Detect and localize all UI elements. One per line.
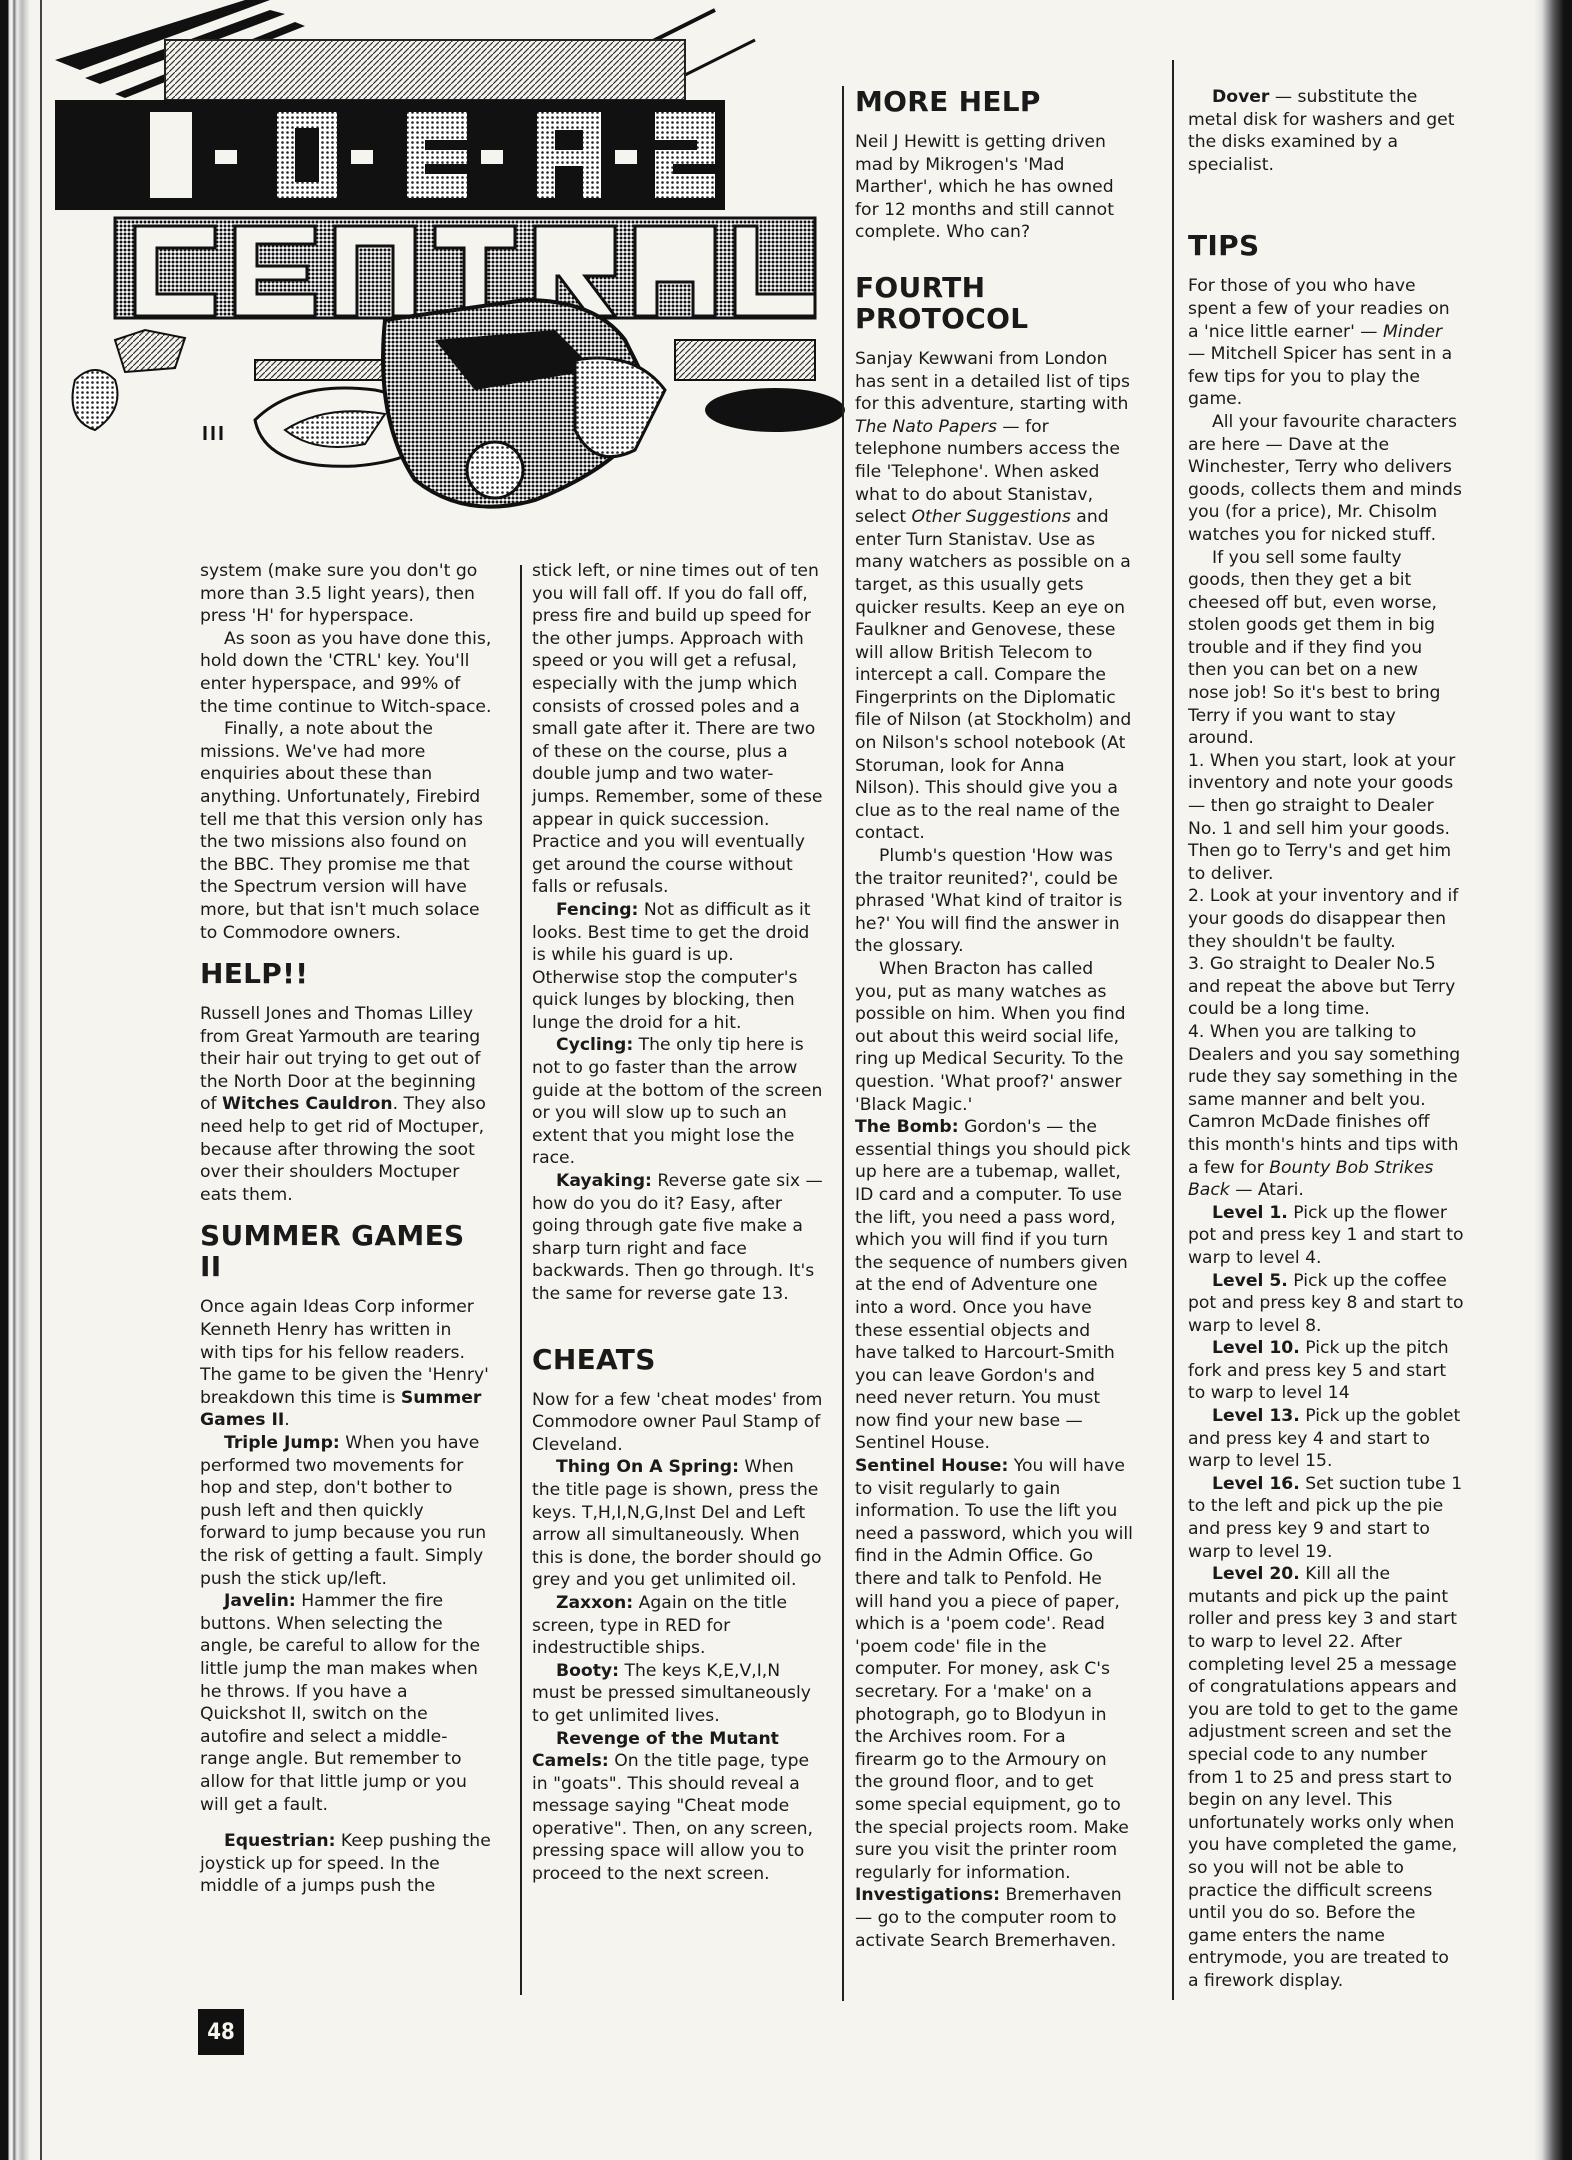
text-run: Pick up the coffee pot and press key 8 and start to warp to level 8. — [1188, 1270, 1464, 1336]
paragraph: If you sell some faulty goods, then they get a bit cheesed off but, even worse, stolen goods get them in big trouble and if they find you then you can bet on a new nose job! So it's best to bring Terry if you want to stay around. — [1188, 547, 1441, 749]
paragraph — [855, 1884, 1133, 1952]
spacer — [200, 1816, 492, 1830]
text-run: Sanjay Kewwani from London has sent in a detailed list of tips for this adventure, starting with — [855, 348, 1130, 415]
paragraph — [532, 1456, 824, 1592]
paragraph — [200, 1296, 492, 1432]
paragraph — [532, 899, 824, 1035]
list-item: 2. Look at your inventory and if your goods do disappear then they shouldn't be faulty. — [1188, 886, 1459, 952]
text-run: . They also need help to get rid of Moctuper, because after throwing the soot over their shoulders Moctuper eats them. — [200, 1094, 486, 1205]
text-run: When the title page is shown, press the keys. T,H,I,N,G,Inst Del and Left arrow all simultaneously. When this is done, the border should go grey and you get unlimited oil. — [532, 1457, 822, 1591]
tip-label: Fencing: — [556, 899, 639, 920]
text-run: Again on the title screen, type in RED for indestructible ships. — [532, 1592, 788, 1659]
title-ideas — [55, 100, 725, 210]
text-run: You will have to visit regularly to gain information. To use the lift you need a password, which you will find in the Admin Office. Go there and talk to Penfold. He will hand you a piece of paper, which is a 'poem code'. Read 'poem code' file in the computer. For money, ask C's secretary. For a 'make' on a photograph, go to Blodyun in the Archives room. For a firearm go to the Armoury on the ground floor, and to get some special equipment, go to the special projects room. Make sure you visit the printer room regularly for information. — [855, 1456, 1133, 1883]
paragraph — [200, 1432, 492, 1590]
text-run: Bremerhaven — go to the computer room to activate Search Bremerhaven. — [855, 1885, 1122, 1951]
heading-cheats: CHEATS — [532, 1342, 656, 1376]
text-run: Hammer the fire buttons. When selecting the angle, be careful to allow for the little jump the man makes when he throws. If you have a Quickshot II, switch on the autofire and select a middle-range angle. But remember to allow for that little jump or you will get a fault. — [200, 1591, 481, 1815]
paragraph — [200, 1590, 492, 1816]
text-run: When you have performed two movements for hop and step, don't bother to push left and then quickly forward to jump because you run the risk of getting a fault. Simply push the stick up/left. — [200, 1433, 487, 1589]
page-number: 48 — [198, 2009, 244, 2055]
italic-title: The Nato Papers — [855, 416, 997, 437]
text-run: — for telephone numbers access the file 'Telephone'. When asked what to do about Stanistav, select — [855, 416, 1120, 528]
text-run: and enter Turn Stanistav. Use as many watchers as possible on a target, as this usually gets quicker results. Keep an eye on Faulkner and Genovese, these will allow British Telecom to intercept a call. Compare the Fingerprints on the Diplomatic file of Nilson (at Stockholm) and on Nilson's school notebook (At Storuman, look for Anna Nilson). This should give you a clue as to the real name of the contact. — [855, 507, 1132, 844]
text-run: Gordon's — the essential things you should pick up here are a tubemap, wallet, ID card and a computer. To use the lift, you need a pass word, which you will find if you turn the sequence of numbers given at the end of Adventure one into a word. Once you have these essential objects and have talked to Harcourt-Smith you can leave Gordon's and need never return. You must now find your new base — Sentinel House. — [855, 1117, 1131, 1454]
paragraph: Now for a few 'cheat modes' from Commodore owner Paul Stamp of Cleveland. — [532, 1389, 823, 1455]
paragraph — [200, 1830, 492, 1898]
column-rule — [520, 565, 522, 1995]
paragraph: Plumb's question 'How was the traitor reunited?', could be phrased 'What kind of traitor is he?' You will find the answer in the glossary. — [855, 846, 1123, 957]
column-4 — [1188, 86, 1464, 1993]
paragraph — [532, 1728, 824, 1886]
column-2 — [532, 560, 824, 1886]
paragraph — [1188, 1563, 1464, 1992]
text-run: Set suction tube 1 to the left and pick up the pie and press key 9 and start to warp to level 19. — [1188, 1473, 1463, 1562]
text-run: Pick up the goblet and press key 4 and start to warp to level 15. — [1188, 1406, 1461, 1472]
paragraph — [532, 1034, 824, 1170]
paragraph: As soon as you have done this, hold down the 'CTRL' key. You'll enter hyperspace, and 99% of the time continue to Witch-space. — [200, 628, 492, 717]
paragraph — [532, 1170, 824, 1306]
paragraph — [1188, 1337, 1464, 1405]
text-run: Not as difficult as it looks. Best time to get the droid is while his guard is up. Otherwise stop the computer's quick lunges by blocking, then lunge the droid for a hit. — [532, 899, 811, 1033]
tip-label: Thing On A Spring: — [556, 1457, 739, 1478]
page-binding — [0, 0, 52, 2160]
tip-label: Sentinel House: — [855, 1456, 1009, 1477]
paragraph: When Bracton has called you, put as many watches as possible on him. When you find out about this weird social life, ring up Medical Security. To the question. 'What proof?' answer 'Black Magic.' — [855, 959, 1126, 1115]
tip-label: Level 13. — [1212, 1406, 1300, 1427]
heading-more-help: MORE HELP — [855, 85, 1041, 118]
text-run: . — [284, 1410, 290, 1431]
heading-summer-games: SUMMER GAMES II — [200, 1219, 465, 1284]
tip-label: Javelin: — [224, 1591, 296, 1612]
paragraph: Neil J Hewitt is getting driven mad by Mikrogen's 'Mad Marther', which he has owned for 12 months and still cannot complete. Who can? — [855, 132, 1114, 243]
tip-label: Level 10. — [1212, 1338, 1300, 1359]
tip-label: Investigations: — [855, 1885, 1000, 1906]
heading-help: HELP!! — [200, 957, 309, 991]
paragraph: Finally, a note about the missions. We've had more enquiries about these than anything. Unfortunately, Firebird tell me that this version only has the two missions also found on the BBC. They promise me that the Spectrum version will have more, but that isn't much solace to Commodore owners. — [200, 719, 483, 943]
tip-label: Zaxxon: — [556, 1592, 634, 1613]
italic-title: Minder — [1382, 321, 1443, 342]
text-run: Pick up the flower pot and press key 1 and start to warp to level 4. — [1188, 1202, 1464, 1268]
text-run: — Mitchell Spicer has sent in a few tips for you to play the game. — [1188, 344, 1453, 410]
column-rule — [1172, 60, 1174, 2000]
text-run: — substitute the metal disk for washers and get the disks examined by a specialist. — [1188, 87, 1455, 175]
binding-edge — [40, 0, 42, 2160]
game-title: Summer Games II — [200, 1387, 482, 1431]
paragraph — [1188, 1202, 1464, 1270]
text-run: Pick up the pitch fork and press key 5 and start to warp to level 14 — [1188, 1338, 1449, 1404]
text-run: The only tip here is not to go faster than the arrow guide at the bottom of the screen or you will slow up to such an extent that you might lose the race. — [532, 1035, 823, 1169]
tip-label: Cycling: — [556, 1035, 634, 1056]
italic-title: Bounty Bob Strikes Back — [1188, 1157, 1434, 1201]
paragraph: stick left, or nine times out of ten you will fall off. If you do fall off, press fire and build up speed for the other jumps. Approach with speed or you will get a refusal, especially with the jump which consists of crossed poles and a small gate after it. There are two of these on the course, plus a double jump and two water-jumps. Remember, some of these appear in quick succession. Practice and you will eventually get around the course without falls or refusals. — [532, 561, 823, 898]
game-title: Witches Cauldron — [222, 1094, 393, 1115]
tip-label: Level 20. — [1212, 1564, 1300, 1585]
italic-title: Other Suggestions — [911, 507, 1071, 528]
paragraph — [855, 1116, 1133, 1455]
tip-label: Equestrian: — [224, 1831, 336, 1852]
paragraph — [200, 1003, 492, 1206]
paragraph — [1188, 1405, 1464, 1473]
tip-label: Level 16. — [1212, 1473, 1300, 1494]
list-item: 1. When you start, look at your inventory and note your goods — then go straight to Dealer No. 1 and sell him your goods. Then go to Terry's and get him to deliver. — [1188, 750, 1456, 884]
list-item: 4. When you are talking to Dealers and you say something rude they say something in the same manner and belt you. — [1188, 1021, 1461, 1110]
paragraph — [1188, 1111, 1464, 1201]
paragraph — [855, 1455, 1133, 1884]
column-rule — [842, 86, 844, 2001]
tip-label: Kayaking: — [556, 1171, 652, 1192]
tip-label: Revenge of the Mutant Camels: — [532, 1728, 779, 1772]
paragraph — [532, 1660, 824, 1728]
text-run: Russell Jones and Thomas Lilley from Great Yarmouth are tearing their hair out trying to get out of the North Door at the beginning of — [200, 1004, 481, 1115]
list-item: 3. Go straight to Dealer No.5 and repeat the above but Terry could be a long time. — [1188, 954, 1456, 1020]
paragraph — [1188, 86, 1464, 176]
paragraph — [532, 1592, 824, 1660]
title-central — [115, 218, 815, 318]
paragraph — [855, 348, 1133, 845]
paragraph: system (make sure you don't go more than 3.5 light years), then press 'H' for hyperspace. — [200, 561, 478, 627]
heading-tips: TIPS — [1188, 229, 1260, 263]
tip-label: The Bomb: — [855, 1117, 959, 1138]
text-run: Once again Ideas Corp informer Kenneth Henry has written in with tips for his fellow readers. The game to be given the 'Henry' breakdown this time is — [200, 1297, 489, 1408]
paragraph — [1188, 275, 1464, 411]
tip-label: Triple Jump: — [224, 1433, 340, 1453]
tip-label: Booty: — [556, 1660, 620, 1681]
paragraph — [1188, 1473, 1464, 1563]
column-3 — [855, 86, 1133, 1952]
page-edge — [1534, 0, 1572, 2160]
heading-fourth-protocol: FOURTH PROTOCOL — [855, 270, 1029, 335]
tip-label: Level 5. — [1212, 1270, 1288, 1291]
text-run: Reverse gate six — how do you do it? Easy, after going through gate five make a sharp turn right and face backwards. Then go through. It's the same for reverse gate 13. — [532, 1171, 823, 1304]
masthead-illustration — [55, 0, 845, 560]
text-run: Keep pushing the joystick up for speed. In the middle of a jumps push the — [200, 1831, 491, 1897]
text-run: For those of you who have spent a few of your readies on a 'nice little earner' — — [1188, 276, 1450, 342]
text-run: Camron McDade finishes off this month's hints and tips with a few for — [1188, 1112, 1459, 1178]
text-run: Kill all the mutants and pick up the paint roller and press key 3 and start to warp to level 22. After completing level 25 a message of congratulations appears and you are told to get to the game adjustment screen and set the special code to any number from 1 to 25 and press start to begin on any level. This unfortunately works only when you have completed the game, so you will not be able to practice the difficult screens until you do so. Before the game enters the name entrymode, you are treated to a firework display. — [1188, 1564, 1459, 1991]
tip-label: Level 1. — [1212, 1202, 1288, 1223]
paragraph — [1188, 1270, 1464, 1338]
paragraph: All your favourite characters are here — Dave at the Winchester, Terry who delivers goods, collects them and minds you (for a price), Mr. Chisolm watches you for nicked stuff. — [1188, 411, 1462, 545]
scene-vehicles — [55, 300, 845, 507]
text-run: — Atari. — [1229, 1180, 1304, 1201]
column-1 — [200, 560, 492, 1898]
tip-label: Dover — [1212, 87, 1270, 107]
background-structure — [165, 40, 685, 100]
text-run: On the title page, type in "goats". This should reveal a message saying "Cheat mode operative". Then, on any screen, pressing space will allow you to proceed to the next screen. — [532, 1751, 814, 1885]
text-run: The keys K,E,V,I,N must be pressed simultaneously to get unlimited lives. — [532, 1660, 811, 1726]
